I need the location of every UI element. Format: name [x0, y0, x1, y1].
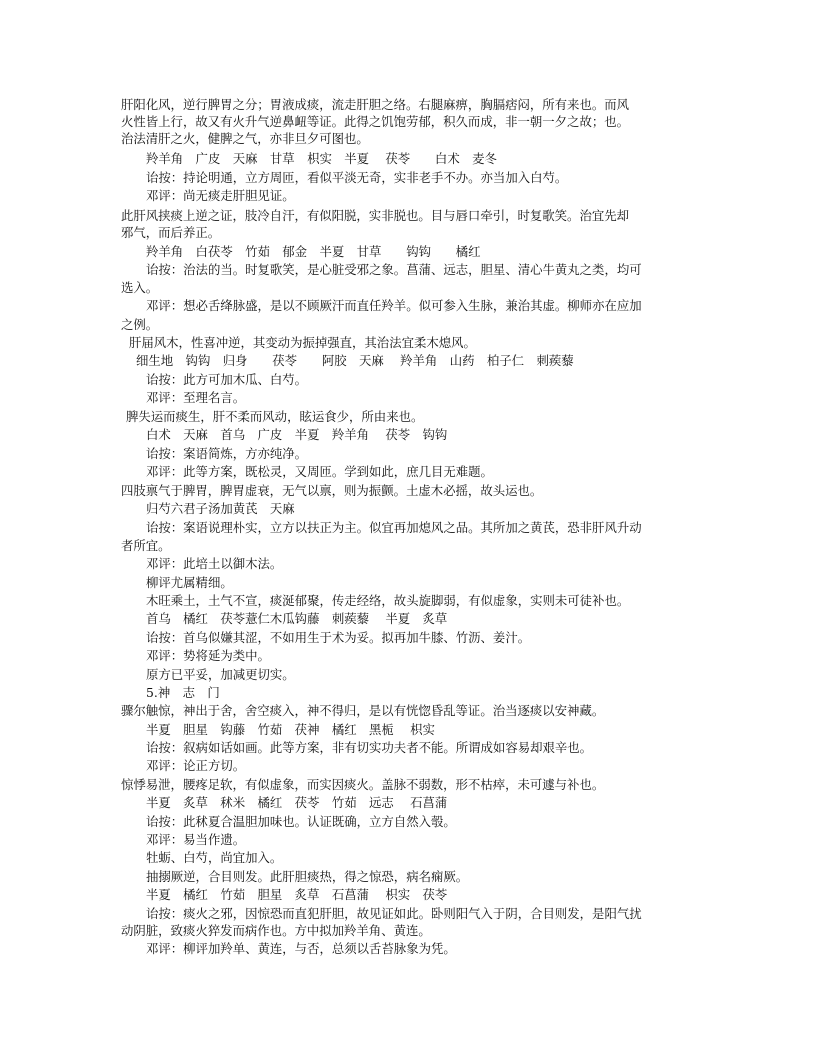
text-line: 牡蛎、白芍，尚宜加入。: [146, 850, 283, 865]
text-line: 邓评：论正方切。: [146, 758, 246, 773]
text-line: 半夏 橘红 竹茹 胆星 炙草 石菖蒲 枳实 茯苓: [146, 887, 448, 902]
text-line: 归芍六君子汤加黄芪 天麻: [146, 501, 295, 516]
text-line: 诒按：首乌似嫌其涩，不如用生于术为妥。拟再加牛膝、竹沥、姜汁。: [146, 630, 531, 645]
text-line: 诒按：治法的当。时复歌笑，是心脏受邪之象。菖蒲、远志，胆星、清心牛黄丸之类，均可: [146, 262, 642, 277]
text-line: 诒按：案语简炼，方亦纯净。: [146, 446, 308, 461]
text-line: 白术 天麻 首乌 广皮 半夏 羚羊角 茯苓 钩钩: [146, 427, 448, 442]
text-line: 诒按：此方可加木瓜、白芍。: [146, 372, 308, 387]
text-line: 肝阳化风，逆行脾胃之分；胃液成痰，流走肝胆之络。右腿麻痹，胸膈痞闷，所有来也。而风: [121, 97, 630, 112]
text-line: 邓评：此等方案，既松灵，又周匝。学到如此，庶几目无难题。: [146, 464, 493, 479]
text-line: 骤尔触惊，神出于舍，舍空痰入，神不得归，是以有恍惚昏乱等证。治当逐痰以安神藏。: [121, 703, 605, 718]
text-line: 诒按：案语说理朴实，立方以扶正为主。似宜再加熄风之品。其所加之黄芪，恐非肝风升动: [146, 520, 642, 535]
text-line: 火性皆上行，故又有火升气逆鼻衄等证。此得之饥饱劳郁，积久而成，非一朝一夕之故；也。: [121, 114, 630, 129]
text-line: 羚羊角 白茯苓 竹茹 郁金 半夏 甘草 钩钩 橘红: [146, 244, 481, 259]
text-line: 邓评：至理名言。: [146, 390, 246, 405]
text-line: 邓评：此培土以御木法。: [146, 556, 283, 571]
text-line: 诒按：痰火之邪，因惊恐而直犯肝胆，故见证如此。卧则阳气入于阴，合目则发，是阳气扰: [146, 906, 642, 921]
text-line: 细生地 钩钩 归身 茯苓 阿胶 天麻 羚羊角 山药 柏子仁 刺蒺藜: [136, 353, 574, 368]
text-line: 柳评尤属精细。: [146, 575, 233, 590]
text-line: 惊悸易泄，腰疼足软，有似虚象，而实因痰火。盖脉不弱数，形不枯瘁，未可遽与补也。: [121, 777, 605, 792]
text-line: 治法清肝之火，健脾之气，亦非旦夕可图也。: [121, 131, 369, 146]
text-line: 羚羊角 广皮 天麻 甘草 枳实 半夏 茯苓 白术 麦冬: [146, 151, 497, 166]
text-line: 此肝风挟痰上逆之证，肢冷自汗，有似阳脱，实非脱也。目与唇口牵引，时复歌笑。治宜先却: [121, 208, 630, 223]
text-line: 抽搦厥逆，合目则发。此肝胆痰热，得之惊恐，病名痫厥。: [146, 869, 469, 884]
text-line: 木旺乘土，土气不宣，痰涎郁聚，传走经络，故头旋脚弱，有似虚象，实则未可徒补也。: [146, 593, 630, 608]
text-line: 邪气，而后养正。: [121, 225, 221, 240]
text-line: 邓评：想必舌绛脉盛，是以不顾厥汗而直任羚羊。似可参入生脉，兼治其虚。柳师亦在应加: [146, 298, 642, 313]
text-line: 5.神 志 门: [146, 685, 220, 700]
text-line: 四肢禀气于脾胃，脾胃虚衰，无气以禀，则为振颤。土虚木必摇，故头运也。: [121, 483, 543, 498]
text-line: 者所宜。: [121, 538, 171, 553]
text-line: 邓评：柳评加羚单、黄连，与否，总须以舌苔脉象为凭。: [146, 941, 456, 956]
text-line: 原方已平妥，加减更切实。: [146, 667, 295, 682]
text-line: 肝届风木，性喜冲逆，其变动为振掉强直，其治法宜柔木熄风。: [129, 335, 476, 350]
text-line: 邓评：易当作遗。: [146, 832, 246, 847]
text-line: 选入。: [121, 280, 159, 295]
text-line: 诒按：持论明通，立方周匝，看似平淡无奇，实非老手不办。亦当加入白芍。: [146, 170, 568, 185]
text-line: 邓评：尚无痰走肝胆见证。: [146, 188, 295, 203]
text-line: 邓评：势将延为类中。: [146, 648, 270, 663]
text-line: 诒按：叙病如话如画。此等方案，非有切实功夫者不能。所谓成如容易却艰辛也。: [146, 740, 593, 755]
text-line: 之例。: [121, 317, 159, 332]
text-line: 首乌 橘红 茯苓薏仁木瓜钩藤 刺蒺藜 半夏 炙草: [146, 611, 448, 626]
text-line: 动阴脏，致痰火猝发而病作也。方中拟加羚羊角、黄连。: [121, 923, 431, 938]
text-line: 半夏 胆星 钩藤 竹茹 茯神 橘红 黑栀 枳实: [146, 722, 435, 737]
text-line: 脾失运而痰生，肝不柔而风动，眩运食少，所由来也。: [126, 409, 424, 424]
text-line: 半夏 炙草 秫米 橘红 茯苓 竹茹 远志 石菖蒲: [146, 795, 448, 810]
text-line: 诒按：此秫夏合温胆加味也。认证既确，立方自然入彀。: [146, 814, 456, 829]
